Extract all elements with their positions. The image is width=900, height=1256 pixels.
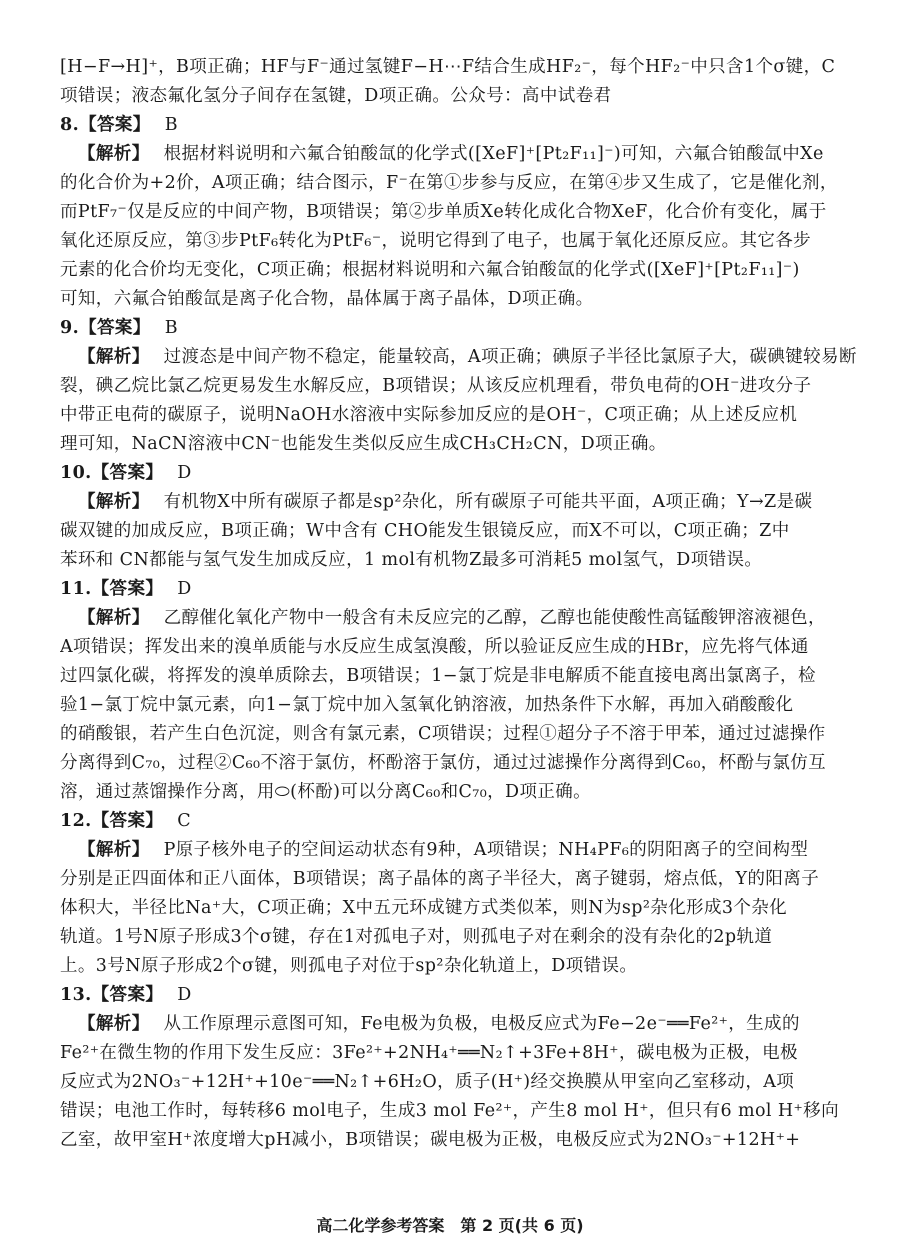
analysis-text: 理可知，NaCN溶液中CN⁻也能发生类似反应生成CH₃CH₂CN，D项正确。 bbox=[60, 434, 667, 454]
answer-row bbox=[60, 575, 860, 604]
analysis-line bbox=[60, 1039, 860, 1068]
analysis-line bbox=[60, 952, 860, 981]
analysis-label: 【解析】 bbox=[78, 347, 150, 367]
answer-value: D bbox=[177, 579, 192, 599]
question-number: 10. bbox=[60, 463, 92, 483]
analysis-text: 可知，六氟合铂酸氙是离子化合物，晶体属于离子晶体，D项正确。 bbox=[60, 289, 594, 309]
question-number: 9. bbox=[60, 318, 80, 338]
analysis-line bbox=[60, 169, 860, 198]
analysis-line bbox=[60, 836, 860, 865]
analysis-text: 的硝酸银，若产生白色沉淀，则含有氯元素，C项错误；过程①超分子不溶于甲苯，通过过滤操作 bbox=[60, 724, 826, 744]
analysis-label: 【解析】 bbox=[78, 840, 150, 860]
analysis-text: 过四氯化碳，将挥发的溴单质除去，B项错误；1−氯丁烷是非电解质不能直接电离出氯离子，检 bbox=[60, 666, 816, 686]
analysis-text: 苯环和 CN都能与氢气发生加成反应，1 mol有机物Z最多可消耗5 mol氢气，D项错误。 bbox=[60, 550, 763, 570]
analysis-line bbox=[60, 923, 860, 952]
analysis-text: 乙醇催化氧化产物中一般含有未反应完的乙醇，乙醇也能使酸性高锰酸钾溶液褪色， bbox=[163, 608, 826, 628]
answer-label: 【答案】 bbox=[79, 318, 151, 338]
analysis-line bbox=[60, 198, 860, 227]
analysis-text: 从工作原理示意图可知，Fe电极为负极，电极反应式为Fe−2e⁻══Fe²⁺，生成的 bbox=[163, 1014, 800, 1034]
answer-value: D bbox=[177, 985, 192, 1005]
page-footer: 高二化学参考答案 第 2 页(共 6 页) bbox=[316, 1216, 584, 1235]
analysis-text: 验1−氯丁烷中氯元素，向1−氯丁烷中加入氢氧化钠溶液，加热条件下水解，再加入硝酸酸化 bbox=[60, 695, 794, 715]
analysis-line bbox=[60, 430, 860, 459]
analysis-text: 轨道。1号N原子形成3个σ键，存在1对孤电子对，则孤电子对在剩余的没有杂化的2p轨道 bbox=[60, 927, 773, 947]
analysis-text: 元素的化合价均无变化，C项正确；根据材料说明和六氟合铂酸氙的化学式([XeF]⁺[Pt₂F₁₁]⁻) bbox=[60, 260, 800, 280]
analysis-line bbox=[60, 343, 860, 372]
analysis-text: 碳双键的加成反应，B项正确；W中含有 CHO能发生银镜反应，而X不可以，C项正确；Z中 bbox=[60, 521, 790, 541]
analysis-text: 有机物X中所有碳原子都是sp²杂化，所有碳原子可能共平面，A项正确；Y→Z是碳 bbox=[163, 492, 813, 512]
question-number: 8. bbox=[60, 115, 80, 135]
analysis-text: 分别是正四面体和正八面体，B项错误；离子晶体的离子半径大，离子键弱，熔点低，Y的阳离子 bbox=[60, 869, 820, 889]
analysis-line bbox=[60, 488, 860, 517]
answer-row bbox=[60, 314, 860, 343]
analysis-line bbox=[60, 662, 860, 691]
analysis-text: 乙室，故甲室H⁺浓度增大pH减小，B项错误；碳电极为正极，电极反应式为2NO₃⁻+12H⁺+ bbox=[60, 1130, 801, 1150]
analysis-line bbox=[60, 778, 860, 807]
analysis-text: P原子核外电子的空间运动状态有9种，A项错误；NH₄PF₆的阴阳离子的空间构型 bbox=[163, 840, 809, 860]
analysis-label: 【解析】 bbox=[78, 1014, 150, 1034]
analysis-text: 反应式为2NO₃⁻+12H⁺+10e⁻══N₂↑+6H₂O，质子(H⁺)经交换膜从甲室向乙室移动，A项 bbox=[60, 1072, 795, 1092]
analysis-text: 错误；电池工作时，每转移6 mol电子，生成3 mol Fe²⁺，产生8 mol H⁺，但只有6 mol H⁺移向 bbox=[60, 1101, 839, 1121]
analysis-line bbox=[60, 140, 860, 169]
analysis-text: 的化合价为+2价，A项正确；结合图示，F⁻在第①步参与反应，在第④步又生成了，它是催化剂， bbox=[60, 173, 838, 193]
answer-row bbox=[60, 111, 860, 140]
answer-row bbox=[60, 459, 860, 488]
answer-label: 【答案】 bbox=[79, 115, 151, 135]
answer-row bbox=[60, 981, 860, 1010]
answer-value: D bbox=[177, 463, 192, 483]
analysis-text: 而PtF₇⁻仅是反应的中间产物，B项错误；第②步单质Xe转化成化合物XeF，化合价有变化，属于 bbox=[60, 202, 827, 222]
answer-value: B bbox=[164, 318, 178, 338]
analysis-line bbox=[60, 1010, 860, 1039]
analysis-line bbox=[60, 691, 860, 720]
analysis-line bbox=[60, 894, 860, 923]
analysis-line bbox=[60, 1097, 860, 1126]
answer-label: 【答案】 bbox=[91, 811, 164, 831]
answer-label: 【答案】 bbox=[91, 463, 164, 483]
analysis-line bbox=[60, 865, 860, 894]
answer-value: B bbox=[164, 115, 178, 135]
analysis-line bbox=[60, 401, 860, 430]
analysis-line bbox=[60, 256, 860, 285]
analysis-text: 溶，通过蒸馏操作分离，用⬭(杯酚)可以分离C₆₀和C₇₀，D项正确。 bbox=[60, 782, 592, 802]
analysis-line bbox=[60, 1068, 860, 1097]
analysis-line bbox=[60, 546, 860, 575]
question-number: 12. bbox=[60, 811, 92, 831]
analysis-label: 【解析】 bbox=[78, 144, 150, 164]
analysis-label: 【解析】 bbox=[78, 492, 150, 512]
analysis-line bbox=[60, 285, 860, 314]
text-line: 项错误；液态氟化氢分子间存在氢键，D项正确。公众号：高中试卷君 bbox=[60, 86, 612, 106]
analysis-line bbox=[60, 517, 860, 546]
analysis-line bbox=[60, 227, 860, 256]
analysis-text: 体积大，半径比Na⁺大，C项正确；X中五元环成键方式类似苯，则N为sp²杂化形成3个杂化 bbox=[60, 898, 788, 918]
answer-content bbox=[60, 53, 860, 1155]
analysis-text: 氧化还原反应，第③步PtF₆转化为PtF₆⁻，说明它得到了电子，也属于氧化还原反应。其它各步 bbox=[60, 231, 812, 251]
question-number: 11. bbox=[60, 579, 92, 599]
answer-row bbox=[60, 807, 860, 836]
text-line: [H−F→H]⁺，B项正确；HF与F⁻通过氢键F−H⋯F结合生成HF₂⁻，每个HF₂⁻中只含1个σ键，C bbox=[60, 57, 836, 77]
analysis-text: 分离得到C₇₀，过程②C₆₀不溶于氯仿，杯酚溶于氯仿，通过过滤操作分离得到C₆₀，杯酚与氯仿互 bbox=[60, 753, 827, 773]
analysis-text: 过渡态是中间产物不稳定，能量较高，A项正确；碘原子半径比氯原子大，碳碘键较易断 bbox=[163, 347, 857, 367]
analysis-line bbox=[60, 372, 860, 401]
analysis-text: 中带正电荷的碳原子，说明NaOH水溶液中实际参加反应的是OH⁻，C项正确；从上述反应机 bbox=[60, 405, 798, 425]
answer-label: 【答案】 bbox=[91, 579, 164, 599]
analysis-line bbox=[60, 633, 860, 662]
analysis-line bbox=[60, 720, 860, 749]
analysis-label: 【解析】 bbox=[78, 608, 150, 628]
question-number: 13. bbox=[60, 985, 92, 1005]
analysis-line bbox=[60, 749, 860, 778]
analysis-text: 裂，碘乙烷比氯乙烷更易发生水解反应，B项错误；从该反应机理看，带负电荷的OH⁻进攻分子 bbox=[60, 376, 812, 396]
analysis-text: A项错误；挥发出来的溴单质能与水反应生成氢溴酸，所以验证反应生成的HBr，应先将气体通 bbox=[60, 637, 809, 657]
analysis-text: Fe²⁺在微生物的作用下发生反应：3Fe²⁺+2NH₄⁺══N₂↑+3Fe+8H⁺，碳电极为正极，电极 bbox=[60, 1043, 798, 1063]
analysis-line bbox=[60, 604, 860, 633]
answer-label: 【答案】 bbox=[91, 985, 164, 1005]
analysis-text: 上。3号N原子形成2个σ键，则孤电子对位于sp²杂化轨道上，D项错误。 bbox=[60, 956, 638, 976]
analysis-text: 根据材料说明和六氟合铂酸氙的化学式([XeF]⁺[Pt₂F₁₁]⁻)可知，六氟合铂酸氙中Xe bbox=[163, 144, 824, 164]
answer-value: C bbox=[177, 811, 192, 831]
analysis-line bbox=[60, 1126, 860, 1155]
